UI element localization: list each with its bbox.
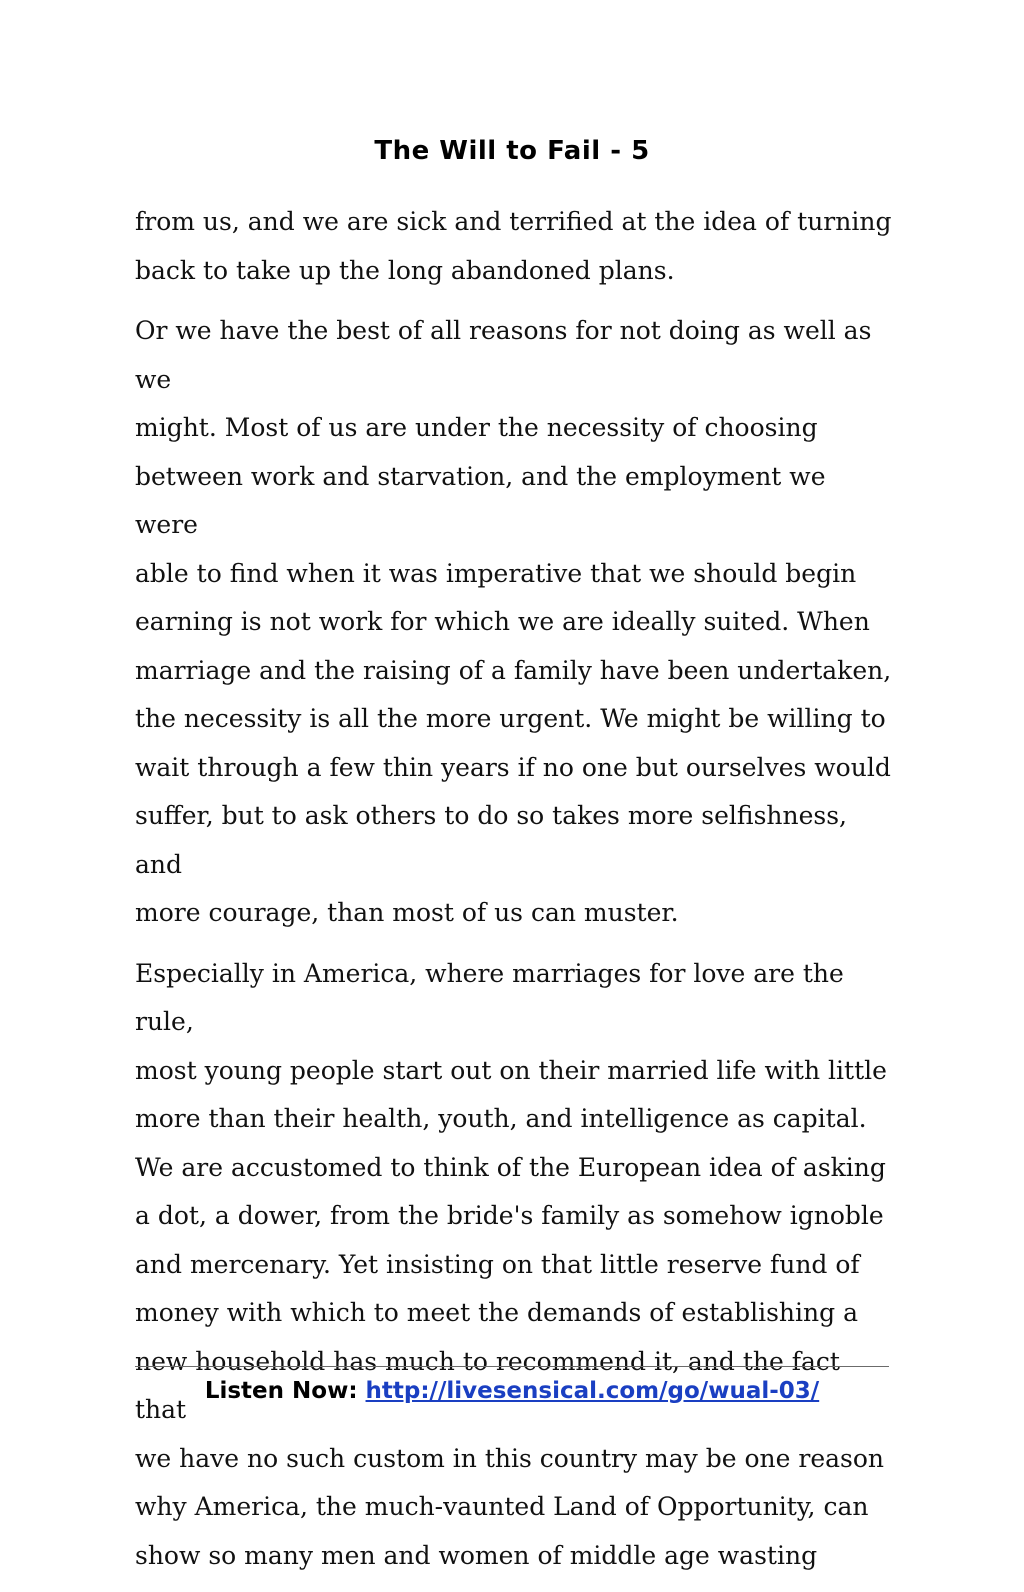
paragraph: Or we have the best of all reasons for not doing as well as we might. Most of us are under the necessity of choosing between work and starvation, and the employment we were able to find when it was imperative that we should begin earning is not work for which we are ideally suited. When marriage and the raising of a family have been undertaken, the necessity is all the more urgent. We might be willing to wait through a few thin years if no one but ourselves would suffer, but to ask others to do so takes more selfishness, and more courage, than most of us can muster.	[135, 316, 892, 927]
paragraph: from us, and we are sick and terrified at the idea of turning back to take up the long abandoned plans.	[135, 207, 892, 285]
footer	[0, 1374, 1024, 1408]
page-title: The Will to Fail - 5	[374, 136, 650, 166]
listen-now-link[interactable]: http://livesensical.com/go/wual-03/	[365, 1378, 820, 1404]
footer-label: Listen Now:	[204, 1378, 366, 1404]
paragraph: Especially in America, where marriages for love are the rule, most young people start out on their married life with little more than their health, youth, and intelligence as capital. We are accustomed to think of the European idea of asking a dot, a dower, from the bride's family as somehow ignoble and mercenary. Yet insisting on that little reserve fund of money with which to meet the demands of establishing a new household has much to recommend it, and the fact that we have no such custom in this country may be one reason why America, the much-vaunted Land of Opportunity, can show so many men and women of middle age wasting	[135, 958, 887, 1570]
footer-divider	[135, 1366, 889, 1367]
